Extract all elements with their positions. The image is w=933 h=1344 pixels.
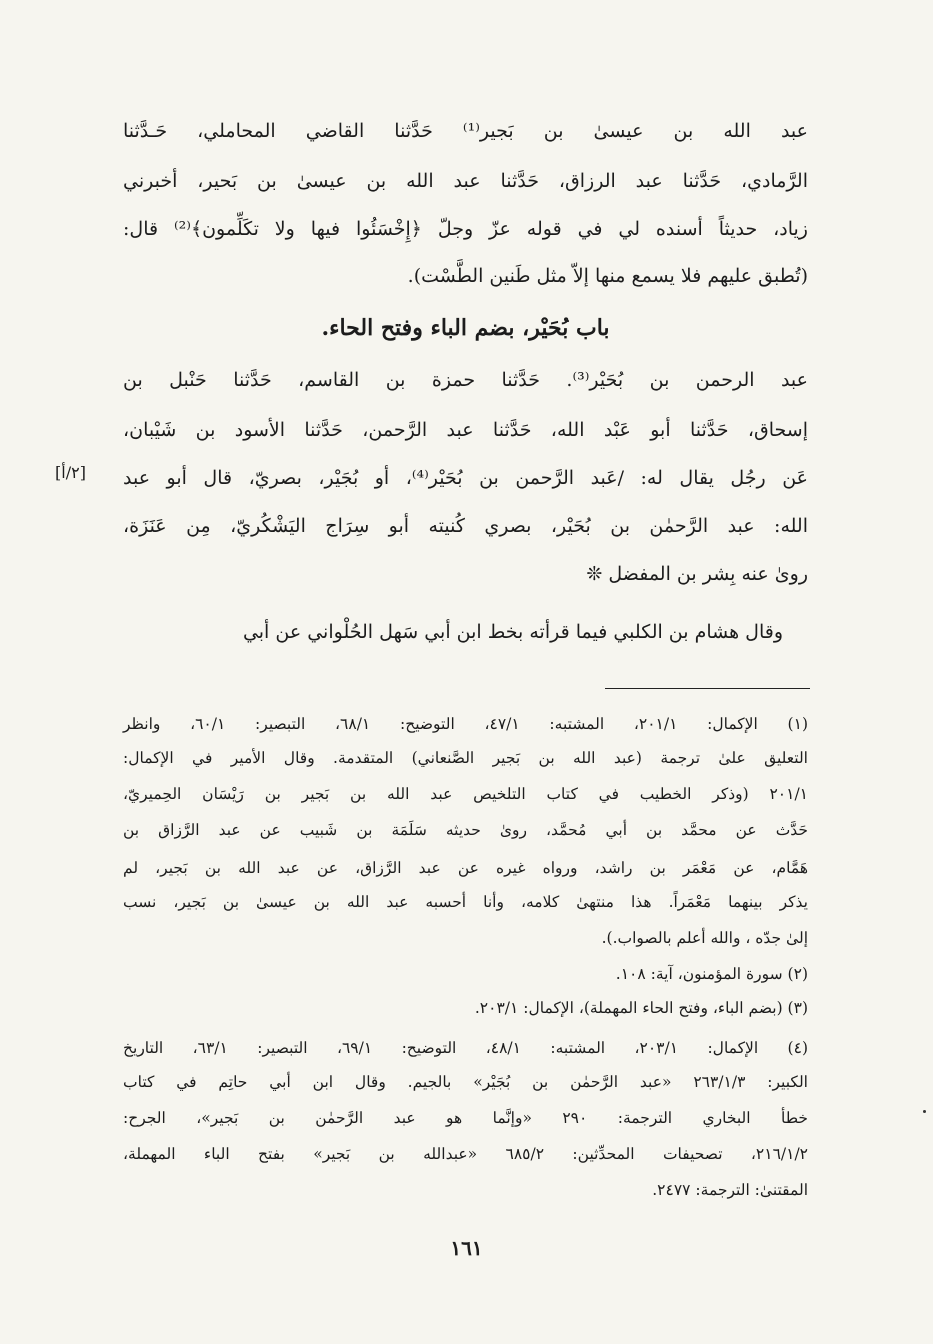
body-line: زياد، حديثاً أسنده لي في قوله عزّ وجلّ ﴿إِخْسَئُوا فيها ولا تكَلِّمون﴾⁽²⁾ قال: xyxy=(123,218,808,240)
section-heading: باب بُحَيْر، بضم الباء وفتح الحاء. xyxy=(321,315,610,341)
footnote-line: التعليق علىٰ ترجمة (عبد الله بن بَجير الصَّنعاني) المتقدمة. وقال الأمير في الإكمال: xyxy=(123,749,808,767)
page-number: ١٦١ xyxy=(450,1236,483,1260)
body-line: الرَّمادي، حَدَّثنا عبد الرزاق، حَدَّثنا عبد الله بن عيسىٰ بن بَحير، أخبرني xyxy=(123,170,808,192)
footnote-line: هَمَّام، عن مَعْمَر بن راشد، ورواه غيره عن عبد الرَّزاق، عن عبد الله بن بَجير، لم xyxy=(123,859,808,877)
footnote-line: المقتنىٰ: الترجمة: ٢٤٧٧. xyxy=(652,1181,808,1199)
footnote-line: يذكر بينهما مَعْمَراً. هذا منتهىٰ كلامه، وأنا أحسبه عبد الله بن عيسىٰ بن بَجير، نسب xyxy=(123,893,808,911)
body-line: عَن رجُل يقال له: /عَبد الرَّحمن بن بُحَيْر⁽⁴⁾، أو بُجَيْر، بصريّ، قال أبو عبد xyxy=(123,467,808,489)
footnote-line: الكبير: ٢٦٣/١/٣ «عبد الرَّحمٰن بن بُجَيْر» بالجيم. وقال ابن أبي حاتِم في كتاب xyxy=(123,1073,808,1091)
footnote-line: (١) الإكمال: ٢٠١/١، المشتبه: ٤٧/١، التوضيح: ٦٨/١، التبصير: ٦٠/١، وانظر xyxy=(123,715,808,733)
footnote-line: (٤) الإكمال: ٢٠٣/١، المشتبه: ٤٨/١، التوضيح: ٦٩/١، التبصير: ٦٣/١، التاريخ xyxy=(123,1039,808,1057)
body-line: إسحاق، حَدَّثنا أبو عَبْد الله، حَدَّثنا عبد الرَّحمن، حَدَّثنا الأسود بن شَيْبان، xyxy=(123,419,808,441)
footnote-line: (٣) (بضم الباء، وفتح الحاء المهملة)، الإكمال: ٢٠٣/١. xyxy=(474,999,808,1017)
body-line: عبد الله بن عيسىٰ بن بَجير⁽¹⁾ حَدَّثنا القاضي المحاملي، حَـدَّثنا xyxy=(123,120,808,142)
footnote-line: إلىٰ جدّه ، والله أعلم بالصواب.). xyxy=(601,929,808,947)
footnote-line: ٢٠١/١ (وذكر الخطيب في كتاب التلخيص عبد الله بن بَجير بن رَيْسَان الحِميريّ، xyxy=(123,785,808,803)
footnote-separator xyxy=(605,688,810,689)
scan-speck xyxy=(923,1110,926,1113)
body-line: وقال هشام بن الكلبي فيما قرأته بخط ابن أبي سَهل الحُلْواني عن أبي xyxy=(242,621,783,643)
footnote-line: (٢) سورة المؤمنون، آية: ١٠٨. xyxy=(615,965,808,983)
footnote-line: خطأ البخاري الترجمة: ٢٩٠ «وإنَّما هو عبد الرَّحمٰن بن بَجير»، الجرح: xyxy=(123,1109,809,1127)
footnote-line: حَدَّث عن محمَّد بن أبي مُحمَّد، روىٰ حديثه سَلَمَة بن شَبيب عن عبد الرَّزاق بن xyxy=(123,821,808,839)
body-line: عبد الرحمن بن بُحَيْر⁽³⁾. حَدَّثنا حمزة بن القاسم، حَدَّثنا حَنْبل بن xyxy=(123,369,808,391)
body-line: (تُطبق عليهم فلا يسمع منها إلاّ مثل طَنين الطَّسْت). xyxy=(407,265,808,287)
folio-marker: [٢/أ] xyxy=(55,463,86,482)
body-line: الله: عبد الرَّحمٰن بن بُحَيْر، بصري كُنيته أبو سِرَاج اليَشْكُريّ، مِن عَنَزَة، xyxy=(123,515,808,537)
body-line: روىٰ عنه بِشر بن المفضل ❊ xyxy=(586,563,808,585)
footnote-line: ٢١٦/١/٢، تصحيفات المحدِّثين: ٦٨٥/٢ «عبدالله بن بَجير» بفتح الباء المهملة، xyxy=(123,1145,808,1163)
